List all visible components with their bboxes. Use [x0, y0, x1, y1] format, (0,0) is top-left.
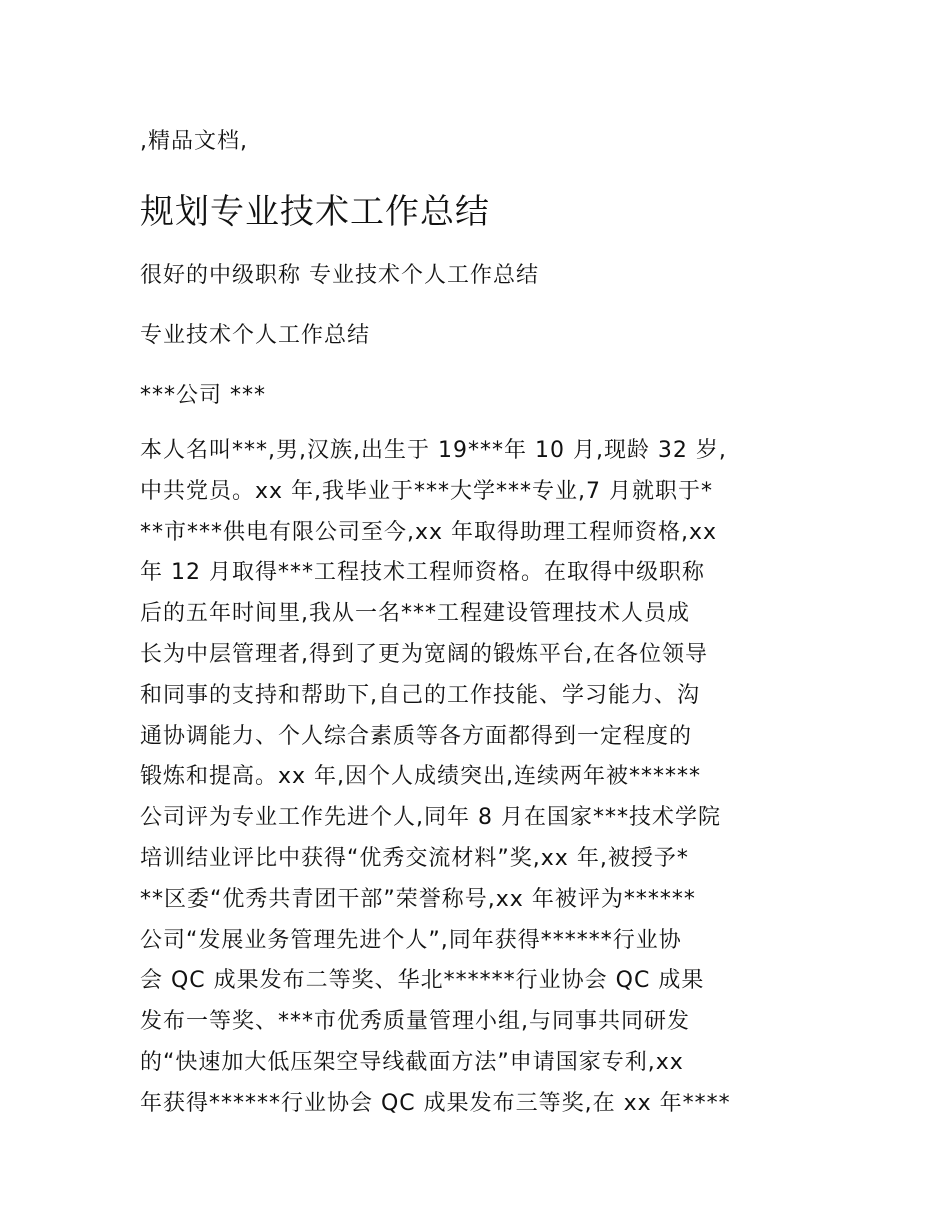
body-line: 通协调能力、个人综合素质等各方面都得到一定程度的: [140, 723, 693, 749]
subtitle-line-2: 专业技术个人工作总结: [140, 323, 371, 348]
body-line: 中共党员。xx 年,我毕业于***大学***专业,7 月就职于*: [140, 478, 714, 504]
body-line: 年获得******行业协会 QC 成果发布三等奖,在 xx 年****: [140, 1090, 731, 1116]
body-line: 年 12 月取得***工程技术工程师资格。在取得中级职称: [140, 560, 705, 586]
header-note: ,精品文档,: [140, 129, 248, 154]
body-line: 本人名叫***,男,汉族,出生于 19***年 10 月,现龄 32 岁,: [140, 438, 727, 463]
body-line: **区委“优秀共青团干部”荣誉称号,xx 年被评为******: [140, 886, 696, 912]
document-title: 规划专业技术工作总结: [140, 192, 490, 232]
body-line: 和同事的支持和帮助下,自己的工作技能、学习能力、沟: [140, 682, 700, 708]
body-line: **市***供电有限公司至今,xx 年取得助理工程师资格,xx: [140, 519, 718, 545]
body-line: 公司评为专业工作先进个人,同年 8 月在国家***技术学院: [140, 805, 721, 831]
subtitle-line-1: 很好的中级职称 专业技术个人工作总结: [140, 263, 539, 288]
body-line: 培训结业评比中获得“优秀交流材料”奖,xx 年,被授予*: [140, 845, 689, 871]
body-line: 会 QC 成果发布二等奖、华北******行业协会 QC 成果: [140, 968, 705, 994]
body-line: 的“快速加大低压架空导线截面方法”申请国家专利,xx: [140, 1049, 684, 1075]
body-paragraph: [140, 436, 820, 1130]
body-line: 发布一等奖、***市优秀质量管理小组,与同事共同研发: [140, 1009, 690, 1035]
body-line: 公司“发展业务管理先进个人”,同年获得******行业协: [140, 927, 682, 953]
body-line: 长为中层管理者,得到了更为宽阔的锻炼平台,在各位领导: [140, 641, 708, 667]
author-byline: ***公司 ***: [140, 383, 266, 408]
body-line: 后的五年时间里,我从一名***工程建设管理技术人员成: [140, 601, 690, 627]
body-line: 锻炼和提高。xx 年,因个人成绩突出,连续两年被******: [140, 764, 702, 790]
